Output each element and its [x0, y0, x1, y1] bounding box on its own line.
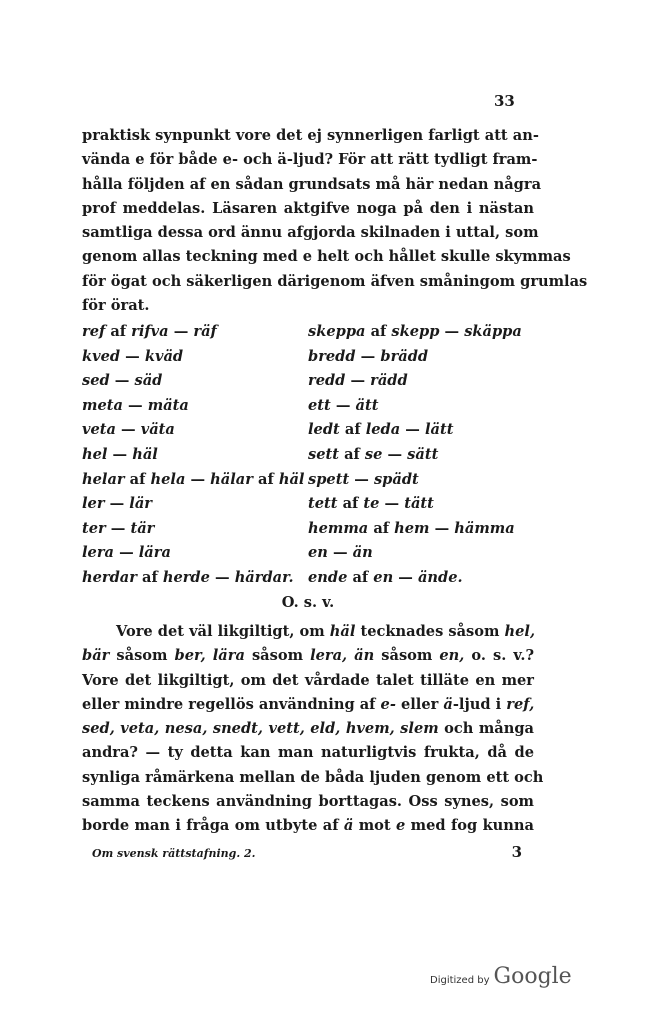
italic-word: ter — [82, 519, 106, 537]
italic-word: leda — [365, 421, 401, 439]
text-run: af — [124, 470, 151, 488]
word-pair-left — [82, 468, 308, 493]
word-pair-right — [308, 443, 534, 468]
text-run: — — [429, 519, 455, 537]
word-pair-right — [308, 566, 534, 591]
text-line — [82, 790, 534, 814]
italic-word: hel, — [504, 623, 536, 640]
italic-word: lära — [138, 544, 171, 562]
italic-word: sett — [308, 445, 339, 463]
italic-word: ref, — [506, 695, 535, 713]
text-run: — — [115, 421, 141, 439]
italic-word: sed — [82, 372, 110, 390]
italic-word: herdar — [82, 568, 137, 586]
text-run: — — [209, 568, 235, 586]
italic-word: ref — [82, 323, 106, 340]
italic-word: härdar. — [234, 568, 294, 586]
text-run: — — [330, 396, 356, 414]
text-run: såsom — [244, 647, 311, 665]
word-pair-right — [308, 517, 534, 542]
italic-word: säd — [134, 372, 163, 390]
italic-word: ber, lära — [174, 647, 245, 665]
italic-word: kved — [82, 347, 121, 365]
text-run: — — [104, 495, 130, 513]
text-run: — — [185, 470, 211, 488]
italic-word: bredd — [308, 347, 356, 365]
text-run: af — [339, 421, 366, 439]
italic-word: än — [352, 544, 373, 562]
italic-word: en — [308, 544, 328, 562]
word-pair-row — [82, 443, 534, 468]
word-pair-list — [82, 320, 534, 591]
text-run: såsom — [374, 647, 440, 665]
italic-word: sätt — [407, 445, 439, 463]
word-pair-left — [82, 320, 308, 345]
italic-word: en — [373, 568, 394, 586]
google-logo: Google — [493, 964, 572, 989]
word-pair-row — [82, 541, 534, 566]
text-run: — — [168, 323, 194, 340]
digitized-watermark — [430, 964, 572, 989]
text-line: genom allas teckning med e helt och hållet skulle skymmas — [82, 248, 571, 266]
italic-word: kväd — [144, 347, 184, 365]
italic-word: hela — [150, 470, 186, 488]
italic-word: rifva — [131, 323, 169, 340]
italic-word: väta — [140, 421, 175, 439]
text-line — [82, 814, 534, 838]
italic-word: e- — [380, 695, 396, 713]
word-pair-right — [308, 369, 534, 394]
word-pair-row — [82, 345, 534, 370]
text-run: — — [382, 445, 408, 463]
text-run: — — [109, 372, 135, 390]
text-line: hålla följden af en sådan grundsats må här nedan några — [82, 175, 542, 193]
italic-word: ätt — [355, 396, 379, 414]
italic-word: ä — [343, 817, 354, 835]
text-run: — — [400, 421, 425, 439]
italic-word: se — [364, 445, 383, 463]
text-line: vända e för både e- och ä-ljud? För att rätt tydligt fram- — [82, 151, 538, 169]
signature-mark: 3 — [511, 843, 522, 861]
word-pair-row — [82, 320, 534, 345]
text-run: såsom — [109, 647, 175, 665]
text-run: af — [347, 568, 374, 586]
word-pair-row — [82, 492, 534, 517]
text-run: — — [439, 323, 465, 340]
text-line: samtliga dessa ord ännu afgjorda skilnaden i uttal, som — [82, 224, 539, 242]
italic-word: skepp — [391, 323, 440, 340]
text-run: och många — [438, 720, 534, 738]
text-run: af — [252, 470, 279, 488]
word-pair-row — [82, 566, 534, 591]
italic-word: bär — [82, 647, 110, 665]
word-pair-right — [308, 492, 534, 517]
word-pair-left — [82, 517, 308, 542]
word-pair-right — [308, 468, 534, 493]
word-pair-left — [82, 541, 308, 566]
italic-word: hem — [394, 519, 430, 537]
text-run: eller — [395, 695, 444, 713]
word-pair-row — [82, 517, 534, 542]
italic-word: hemma — [308, 519, 369, 537]
text-run: af — [105, 323, 132, 340]
word-pair-left — [82, 566, 308, 591]
text-line: prof meddelas. Läsaren aktgifve noga på den i nästan — [82, 199, 534, 217]
text-run: — — [393, 568, 418, 586]
text-run: — — [107, 445, 133, 463]
italic-word: herde — [162, 568, 210, 586]
italic-word: ledt — [308, 421, 340, 439]
text-line: för ögat och säkerligen därigenom äfven småningom grumlas — [82, 272, 588, 290]
italic-word: ler — [82, 495, 105, 513]
word-pair-row — [82, 369, 534, 394]
text-line — [82, 644, 534, 668]
italic-word: te — [363, 495, 380, 513]
italic-word: tätt — [404, 495, 434, 513]
text-run: — — [327, 544, 353, 562]
italic-word: helar — [82, 470, 125, 488]
text-run: o. s. v.? — [464, 647, 534, 665]
text-run: — — [113, 544, 139, 562]
italic-word: häl — [132, 445, 158, 463]
text-run: samma teckens användning borttagas. Oss synes, som — [82, 793, 534, 811]
text-run: — — [379, 495, 405, 513]
text-run: borde man i fråga om utbyte af — [82, 817, 344, 835]
italic-word: tär — [130, 519, 155, 537]
text-run: med fog kunna — [405, 817, 534, 835]
word-pair-row — [82, 468, 534, 493]
word-pair-right — [308, 418, 534, 443]
italic-word: rädd — [370, 372, 408, 390]
text-line — [82, 693, 534, 717]
text-line: för örat. — [82, 297, 150, 315]
italic-word: veta — [82, 421, 116, 439]
word-pair-left — [82, 418, 308, 443]
italic-word: räf — [193, 323, 217, 340]
paragraph-discussion — [82, 620, 544, 839]
text-run: — — [122, 396, 148, 414]
italic-word: skäppa — [464, 323, 522, 340]
paragraph-intro — [82, 124, 588, 318]
text-run: af — [338, 445, 365, 463]
text-run: Vore det väl likgiltigt, om — [116, 623, 330, 640]
italic-word: redd — [308, 372, 346, 390]
text-run: af — [136, 568, 163, 586]
word-pair-left — [82, 394, 308, 419]
text-run: synliga råmärkena mellan de båda ljuden genom ett och — [82, 768, 544, 786]
text-run: — — [349, 470, 374, 488]
italic-word: ende — [308, 568, 348, 586]
italic-word: häl — [329, 623, 356, 640]
text-run: af — [368, 519, 395, 537]
word-pair-row — [82, 418, 534, 443]
italic-word: mäta — [147, 396, 189, 414]
word-pair-left — [82, 443, 308, 468]
italic-word: sed, veta, nesa, snedt, vett, eld, hvem, slem — [82, 720, 439, 738]
text-line — [82, 766, 544, 790]
word-pair-left — [82, 492, 308, 517]
text-run: — — [345, 372, 371, 390]
word-pair-row — [82, 394, 534, 419]
text-run: — — [105, 519, 131, 537]
etcetera-line: O. s. v. — [281, 594, 335, 611]
italic-word: spädt — [373, 470, 419, 488]
italic-word: lera, än — [310, 647, 375, 665]
text-run: — — [355, 347, 381, 365]
word-pair-left — [82, 345, 308, 370]
text-run: andra? — ty detta kan man naturligtvis frukta, då de — [82, 744, 534, 762]
page-footer — [92, 843, 522, 861]
italic-word: ett — [308, 396, 331, 414]
text-run: af — [365, 323, 392, 340]
text-run: eller mindre regellös användning af — [82, 695, 381, 713]
text-line: praktisk synpunkt vore det ej synnerligen farligt att an- — [82, 127, 539, 144]
italic-word: meta — [82, 396, 123, 414]
text-run: -ljud i — [452, 695, 507, 713]
italic-word: häl — [278, 470, 305, 488]
word-pair-right — [308, 345, 534, 370]
digitized-by-text: Digitized by — [430, 975, 490, 986]
italic-word: spett — [308, 470, 350, 488]
text-line — [82, 620, 534, 644]
italic-word: ä — [443, 695, 453, 713]
text-run: — — [120, 347, 145, 365]
italic-word: skeppa — [308, 323, 366, 340]
italic-word: tett — [308, 495, 338, 513]
italic-word: brädd — [380, 347, 429, 365]
italic-word: lätt — [424, 421, 454, 439]
word-pair-right — [308, 541, 534, 566]
italic-word: lär — [129, 495, 152, 513]
footer-book-title: Om svensk rättstafning. 2. — [92, 847, 256, 860]
page-number: 33 — [494, 92, 515, 110]
italic-word: hälar — [210, 470, 253, 488]
word-pair-left — [82, 369, 308, 394]
text-run: tecknades såsom — [355, 623, 505, 640]
text-run: mot — [353, 817, 396, 835]
italic-word: hämma — [454, 519, 515, 537]
text-run: af — [337, 495, 364, 513]
italic-word: e — [396, 817, 406, 835]
text-line — [82, 717, 534, 741]
italic-word: hel — [82, 445, 108, 463]
italic-word: lera — [82, 544, 114, 562]
italic-word: ände. — [417, 568, 463, 586]
word-pair-right — [308, 320, 534, 345]
word-pair-right — [308, 394, 534, 419]
text-line — [82, 741, 534, 765]
text-line — [82, 669, 534, 693]
text-run: Vore det likgiltigt, om det vårdade talet tilläte en mer — [82, 671, 534, 689]
italic-word: en, — [439, 647, 465, 665]
